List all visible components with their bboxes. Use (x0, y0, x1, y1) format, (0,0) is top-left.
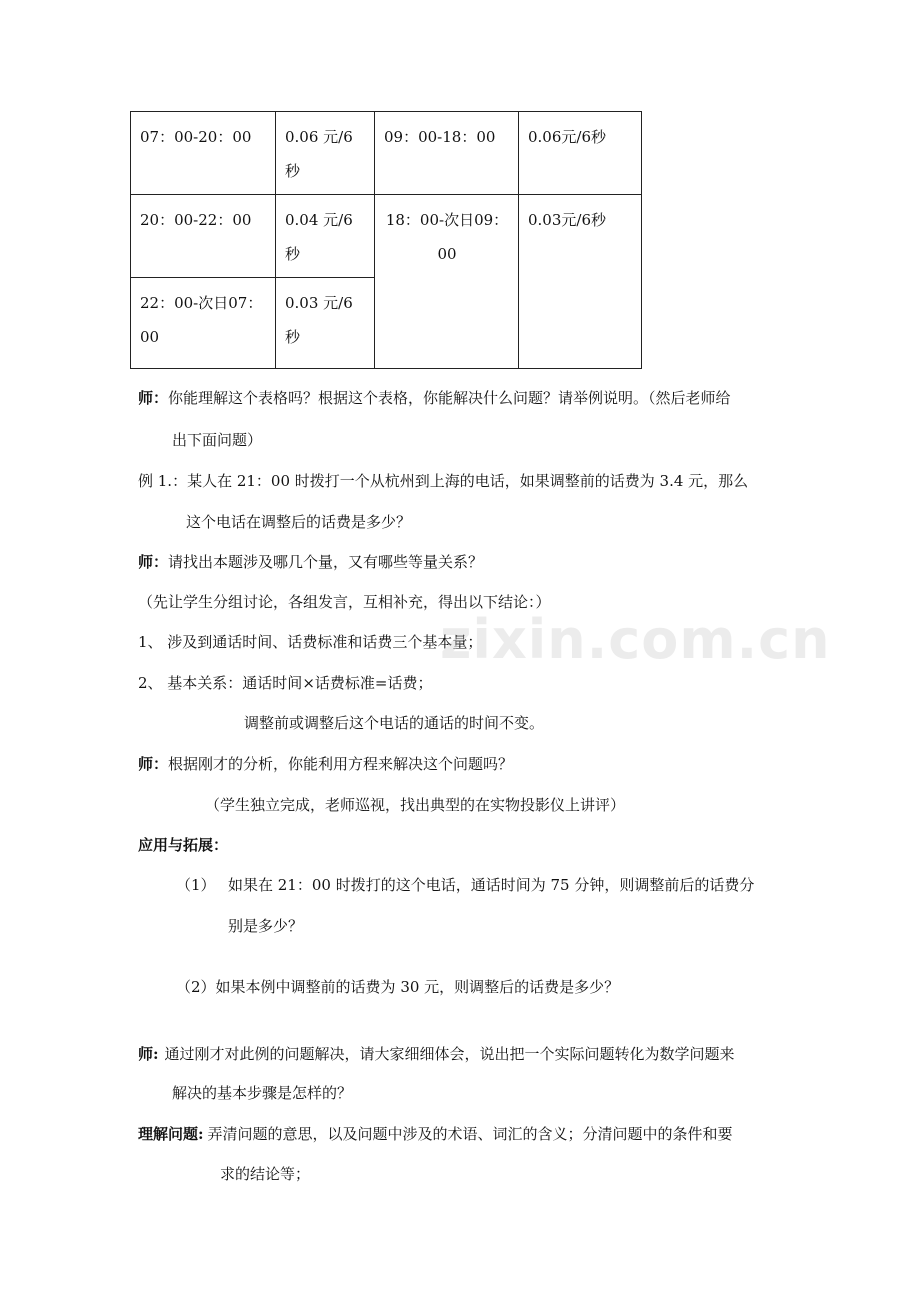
table-cell: 0.06 元/6秒 (276, 112, 375, 195)
table-cell: 18：00-次日09：00 (375, 195, 519, 369)
table-cell: 0.03元/6秒 (519, 195, 642, 369)
paragraph-text: 通过刚才对此例的问题解决，请大家细细体会，说出把一个实际问题转化为数学问题来 (164, 1045, 735, 1063)
exercise-number: （1） (176, 876, 216, 894)
teacher-question-line (138, 388, 731, 408)
speaker-label: 师: (138, 1045, 159, 1063)
paragraph-text: 调整前或调整后这个电话的通话的时间不变。 (244, 714, 545, 732)
teacher-question-line (138, 754, 513, 774)
table-cell: 0.04 元/6秒 (276, 195, 375, 278)
paragraph-continuation: 别是多少？ (228, 917, 304, 935)
paragraph-text: 你能理解这个表格吗？根据这个表格，你能解决什么问题？请举例说明。（然后老师给 (168, 389, 731, 407)
table-cell: 0.06元/6秒 (519, 112, 642, 195)
rate-table (130, 111, 642, 369)
paragraph-continuation: 这个电话在调整后的话费是多少？ (186, 513, 412, 531)
paragraph-text: 请找出本题涉及哪几个量，又有哪些等量关系？ (168, 553, 484, 571)
table-cell: 22：00-次日07：00 (131, 278, 276, 369)
section-heading: 理解问题: (138, 1125, 204, 1143)
definition-line (138, 1124, 733, 1144)
speaker-label: 师： (138, 389, 169, 407)
paragraph-continuation: 解决的基本步骤是怎样的？ (172, 1084, 353, 1102)
table-cell: 07：00-20：00 (131, 112, 276, 195)
list-item: 1、 涉及到通话时间、话费标准和话费三个基本量； (138, 633, 483, 651)
teacher-question-line (138, 1044, 735, 1064)
example-line: 例 1.：某人在 21：00 时拨打一个从杭州到上海的电话，如果调整前的话费为 3.4 元，那么 (138, 472, 749, 490)
paragraph-text: （先让学生分组讨论，各组发言，互相补充，得出以下结论：） (138, 593, 551, 611)
paragraph-continuation: 求的结论等； (220, 1165, 311, 1183)
teacher-question-line (138, 552, 483, 572)
paragraph-text: 弄清问题的意思，以及问题中涉及的术语、词汇的含义；分清问题中的条件和要 (207, 1125, 733, 1143)
speaker-label: 师： (138, 755, 169, 773)
paragraph-text: 根据刚才的分析，你能利用方程来解决这个问题吗？ (168, 755, 514, 773)
table-row (131, 195, 642, 278)
table-cell: 20：00-22：00 (131, 195, 276, 278)
table-cell: 0.03 元/6秒 (276, 278, 375, 369)
speaker-label: 师： (138, 553, 169, 571)
watermark: zixin.com.cn (440, 608, 831, 671)
list-item: 2、 基本关系：通话时间×话费标准=话费； (138, 674, 433, 692)
exercise-text: （2）如果本例中调整前的话费为 30 元，则调整后的话费是多少？ (176, 978, 620, 996)
paragraph-text: （学生独立完成，老师巡视，找出典型的在实物投影仪上讲评） (205, 796, 626, 814)
table-row (131, 112, 642, 195)
section-heading: 应用与拓展： (138, 836, 229, 854)
table-cell: 09：00-18：00 (375, 112, 519, 195)
paragraph-continuation: 出下面问题） (172, 431, 263, 449)
exercise-text: 如果在 21：00 时拨打的这个电话，通话时间为 75 分钟，则调整前后的话费分 (228, 876, 755, 894)
